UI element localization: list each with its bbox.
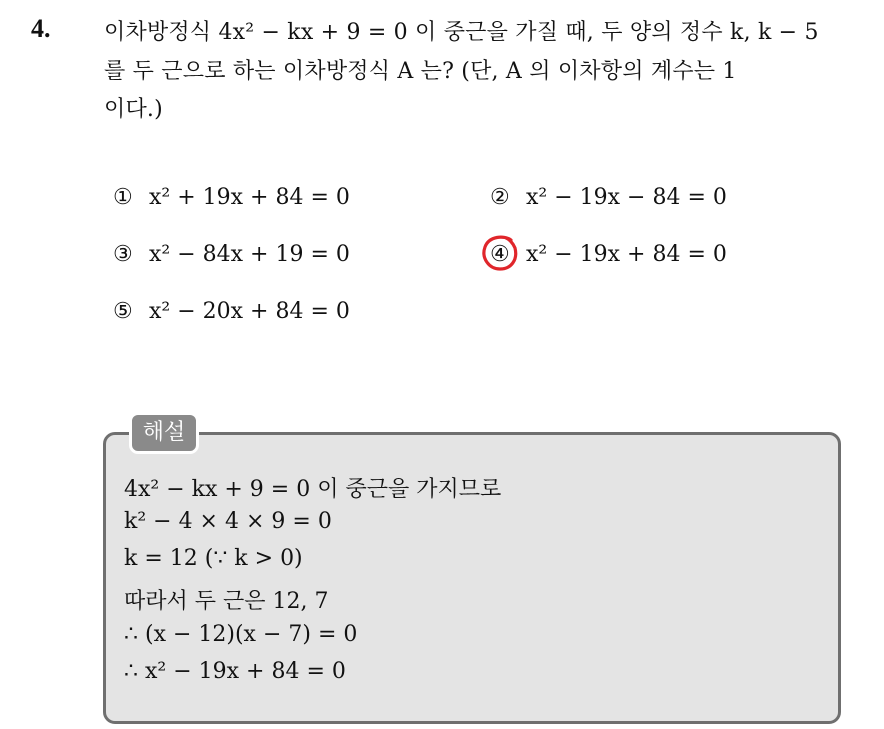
choice-number: ④ bbox=[490, 242, 510, 267]
question-text-line-1: 이차방정식 4x² − kx + 9 = 0 이 중근을 가질 때, 두 양의 정수 k, k − 5 bbox=[104, 20, 819, 45]
choice-number: ③ bbox=[113, 242, 133, 267]
question-text-line-2: 를 두 근으로 하는 이차방정식 A 는? (단, A 의 이차항의 계수는 1 bbox=[104, 59, 737, 84]
choice-equation: x² − 19x − 84 = 0 bbox=[526, 185, 727, 210]
choice-equation: x² − 84x + 19 = 0 bbox=[149, 242, 350, 267]
solution-line-6: ∴ x² − 19x + 84 = 0 bbox=[124, 659, 346, 684]
question-text-line-3: 이다.) bbox=[104, 97, 163, 122]
choice-1[interactable] bbox=[113, 185, 350, 210]
choice-4[interactable] bbox=[490, 242, 727, 267]
solution-line-4: 따라서 두 근은 12, 7 bbox=[124, 589, 329, 614]
question-number: 4. bbox=[31, 14, 51, 43]
choice-number: ② bbox=[490, 185, 510, 210]
choice-2[interactable] bbox=[490, 185, 727, 210]
choice-equation: x² − 20x + 84 = 0 bbox=[149, 299, 350, 324]
choice-5[interactable] bbox=[113, 299, 350, 324]
choice-number: ⑤ bbox=[113, 299, 133, 324]
choice-equation: x² + 19x + 84 = 0 bbox=[149, 185, 350, 210]
solution-line-1: 4x² − kx + 9 = 0 이 중근을 가지므로 bbox=[124, 477, 502, 502]
choice-number: ① bbox=[113, 185, 133, 210]
choice-3[interactable] bbox=[113, 242, 350, 267]
choice-equation: x² − 19x + 84 = 0 bbox=[526, 242, 727, 267]
solution-tab-label: 해설 bbox=[129, 412, 199, 454]
solution-line-3: k = 12 (∵ k > 0) bbox=[124, 546, 303, 571]
solution-line-5: ∴ (x − 12)(x − 7) = 0 bbox=[124, 622, 358, 647]
solution-line-2: k² − 4 × 4 × 9 = 0 bbox=[124, 509, 332, 534]
